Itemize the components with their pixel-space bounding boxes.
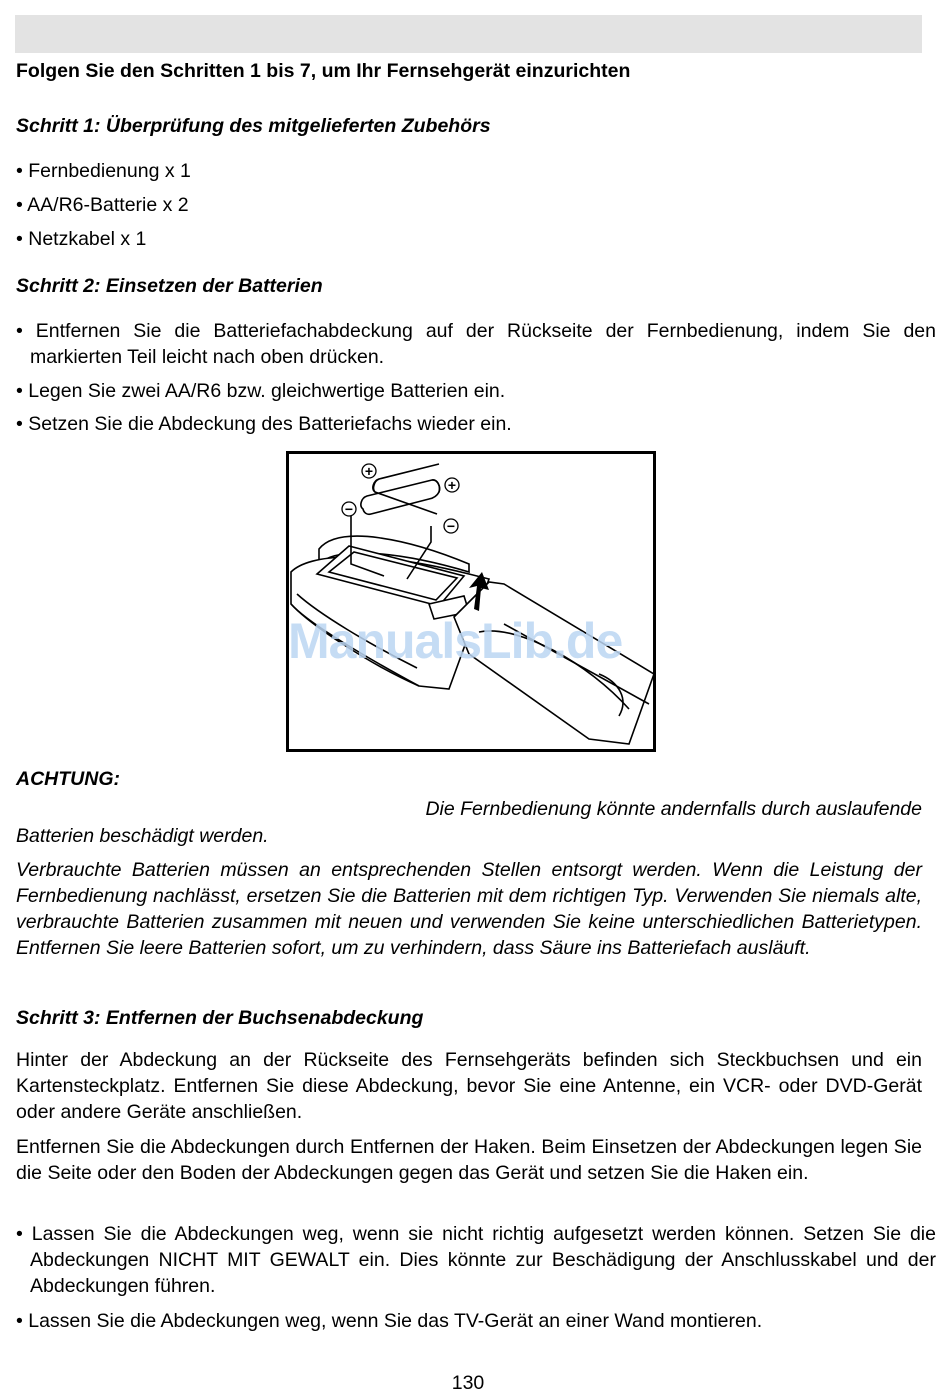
list-item: • Legen Sie zwei AA/R6 bzw. gleichwertige Batterien ein. <box>16 380 506 402</box>
list-item: • Entfernen Sie die Batteriefachabdeckung auf der Rückseite der Fernbedienung, indem Sie den markierten Teil leicht nach oben drücken. <box>16 320 936 368</box>
watermark: ManualsLib.de <box>288 613 623 669</box>
warning-line: Batterien beschädigt werden. <box>16 825 269 847</box>
plus-symbol: + <box>447 477 457 493</box>
header-bar <box>15 15 922 53</box>
list-item: • Lassen Sie die Abdeckungen weg, wenn sie nicht richtig aufgesetzt werden können. Setzen Sie die Abdeckungen NICHT MIT GEWALT ein. Dies könnte zur Beschädigung der Anschlusskabel und der Abdeckungen führen. <box>16 1223 936 1297</box>
paragraph: Entfernen Sie die Abdeckungen durch Entfernen der Haken. Beim Einsetzen der Abdeckungen legen Sie die Seite oder den Boden der Abdeckungen gegen das Gerät und setzen Sie die Haken ein. <box>16 1136 922 1184</box>
list-item: • Setzen Sie die Abdeckung des Batteriefachs wieder ein. <box>16 413 512 435</box>
plus-symbol: + <box>364 463 374 479</box>
page-number: 130 <box>451 1372 485 1394</box>
step2-title: Schritt 2: Einsetzen der Batterien <box>16 275 323 297</box>
remote-battery-drawing <box>289 454 653 749</box>
list-item: • Netzkabel x 1 <box>16 228 147 250</box>
warning-paragraph: Verbrauchte Batterien müssen an entsprechenden Stellen entsorgt werden. Wenn die Leistung der Fernbedienung nachlässt, ersetzen Sie die Batterien mit dem richtigen Typ. Verwenden Sie niemals alte, verbrauchte Batterien zusammen mit neuen und verwenden Sie keine unterschiedlichen Batterietypen. Entfernen Sie leere Batterien sofort, um zu verhindern, dass Säure ins Batteriefach ausläuft. <box>16 859 922 959</box>
minus-symbol: − <box>344 501 354 517</box>
step1-title: Schritt 1: Überprüfung des mitgelieferten Zubehörs <box>16 115 491 137</box>
main-heading: Folgen Sie den Schritten 1 bis 7, um Ihr Fernsehgerät einzurichten <box>16 60 631 82</box>
warning-line: Die Fernbedienung könnte andernfalls durch auslaufende <box>425 798 922 820</box>
list-item: • Lassen Sie die Abdeckungen weg, wenn Sie das TV-Gerät an einer Wand montieren. <box>16 1310 763 1332</box>
battery-illustration <box>286 451 656 752</box>
list-item: • AA/R6-Batterie x 2 <box>16 194 189 216</box>
warning-title: ACHTUNG: <box>16 768 120 790</box>
step3-title: Schritt 3: Entfernen der Buchsenabdeckung <box>16 1007 424 1029</box>
minus-symbol: − <box>446 518 456 534</box>
list-item: • Fernbedienung x 1 <box>16 160 191 182</box>
paragraph: Hinter der Abdeckung an der Rückseite des Fernsehgeräts befinden sich Steckbuchsen und ein Kartensteckplatz. Entfernen Sie diese Abdeckung, bevor Sie eine Antenne, ein VCR- oder DVD-Gerät oder andere Geräte anschließen. <box>16 1049 922 1123</box>
